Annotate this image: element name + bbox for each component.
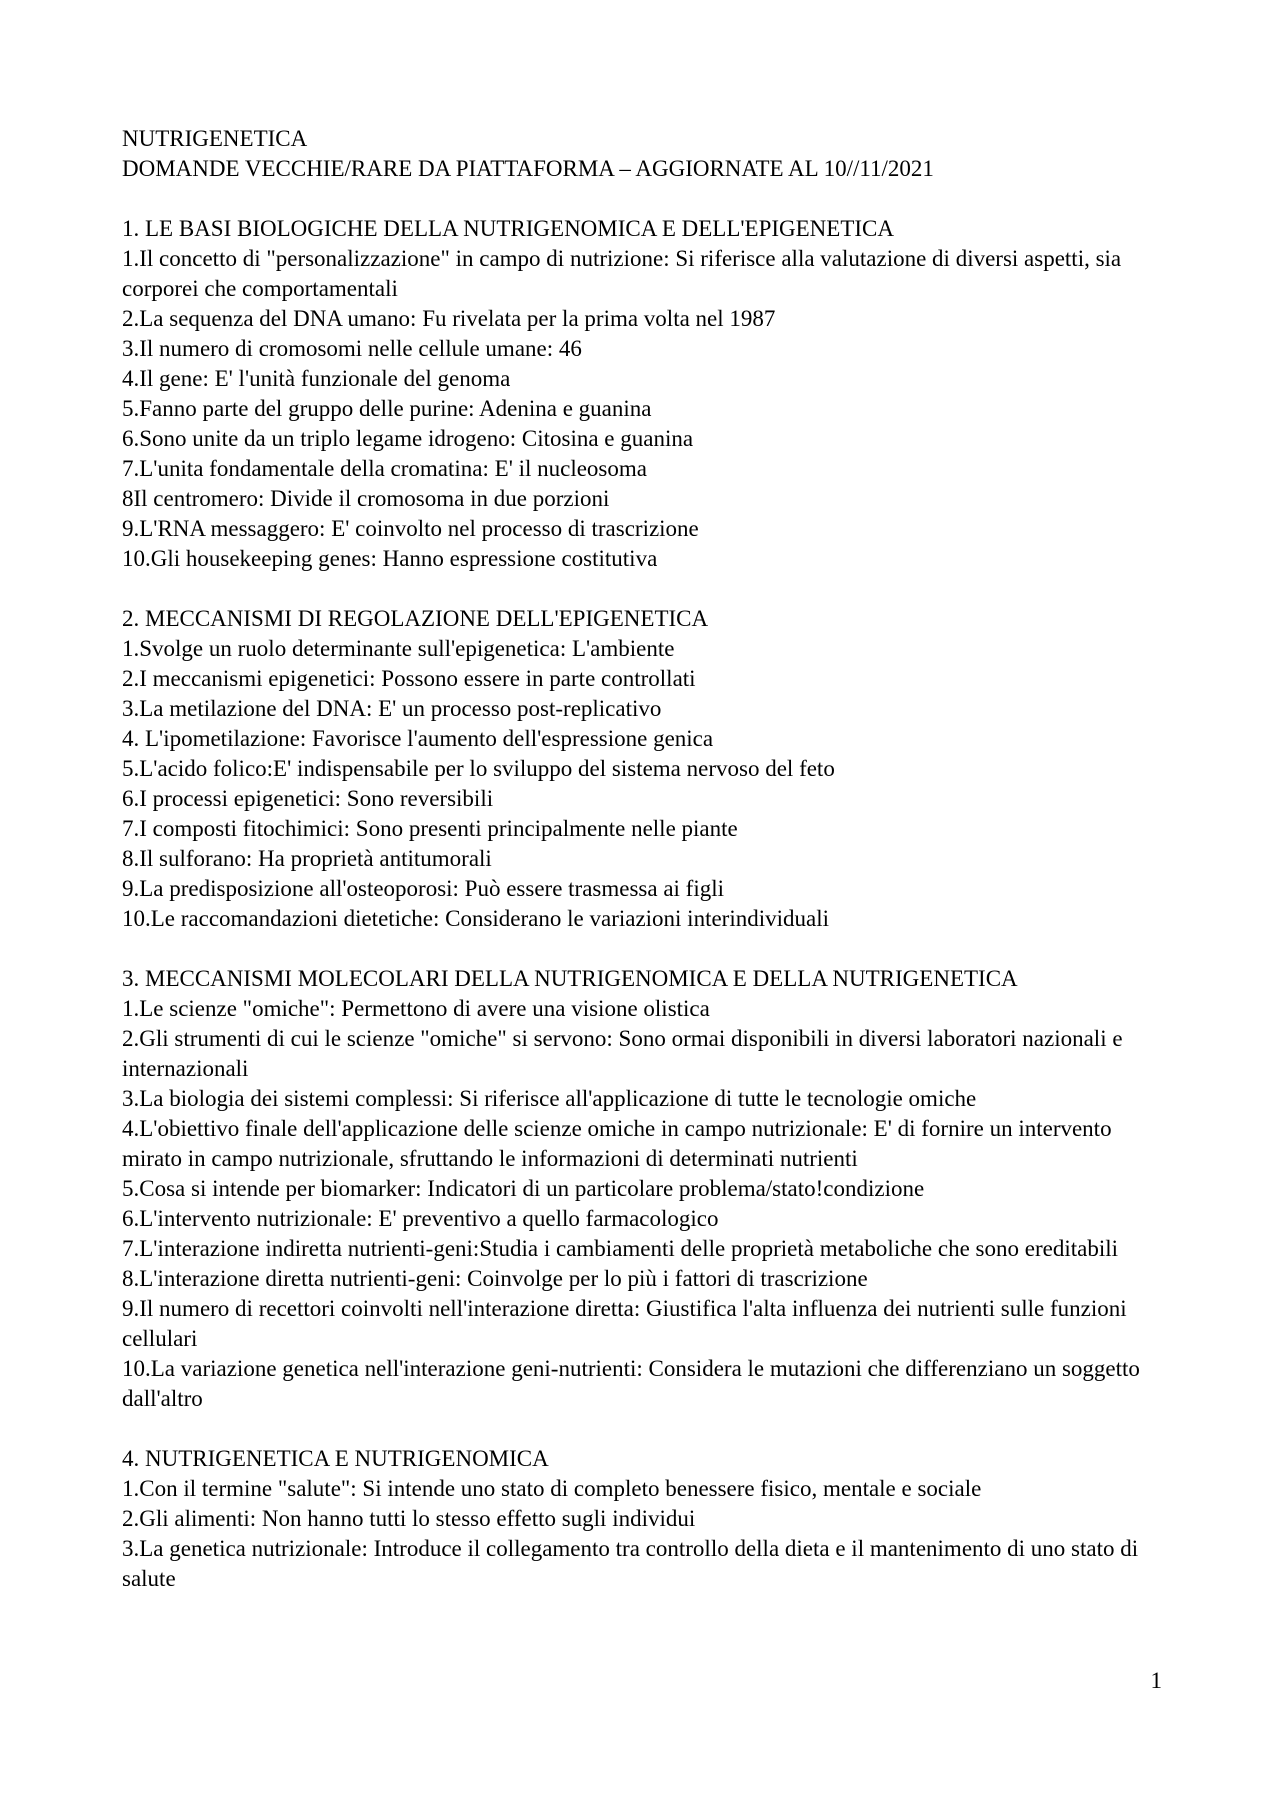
document-subtitle: DOMANDE VECCHIE/RARE DA PIATTAFORMA – AGGIORNATE AL 10//11/2021 (122, 156, 934, 181)
list-item: 1.Svolge un ruolo determinante sull'epigenetica: L'ambiente (122, 636, 675, 661)
list-item: 7.L'unita fondamentale della cromatina: E' il nucleosoma (122, 456, 647, 481)
list-item: 5.L'acido folico:E' indispensabile per lo sviluppo del sistema nervoso del feto (122, 756, 835, 781)
list-item: 2.Gli alimenti: Non hanno tutti lo stesso effetto sugli individui (122, 1506, 696, 1531)
list-item: 4. L'ipometilazione: Favorisce l'aumento dell'espressione genica (122, 726, 714, 751)
section-4 (122, 1444, 1172, 1594)
list-item: 3.La metilazione del DNA: E' un processo post-replicativo (122, 696, 662, 721)
list-item: 2.I meccanismi epigenetici: Possono essere in parte controllati (122, 666, 696, 691)
list-item: 1.Con il termine "salute": Si intende uno stato di completo benessere fisico, mentale e sociale (122, 1476, 982, 1501)
list-item: 8.L'interazione diretta nutrienti-geni: Coinvolge per lo più i fattori di trascrizione (122, 1266, 868, 1291)
list-item: 5.Fanno parte del gruppo delle purine: Adenina e guanina (122, 396, 652, 421)
section-heading: 2. MECCANISMI DI REGOLAZIONE DELL'EPIGENETICA (122, 606, 709, 631)
section-3 (122, 964, 1172, 1414)
list-item: 2.La sequenza del DNA umano: Fu rivelata per la prima volta nel 1987 (122, 306, 776, 331)
page-number: 1 (1150, 1668, 1162, 1693)
list-item: 9.La predisposizione all'osteoporosi: Può essere trasmessa ai figli (122, 876, 725, 901)
section-2 (122, 604, 1172, 934)
list-item: 6.Sono unite da un triplo legame idrogeno: Citosina e guanina (122, 426, 694, 451)
list-item: 6.I processi epigenetici: Sono reversibili (122, 786, 494, 811)
list-item: 6.L'intervento nutrizionale: E' preventivo a quello farmacologico (122, 1206, 719, 1231)
list-item: 10.Gli housekeeping genes: Hanno espressione costitutiva (122, 546, 658, 571)
list-item: 7.I composti fitochimici: Sono presenti principalmente nelle piante (122, 816, 738, 841)
list-item: 10.La variazione genetica nell'interazione geni-nutrienti: Considera le mutazioni che differenziano un soggetto dall'altro (122, 1356, 1140, 1411)
section-heading: 4. NUTRIGENETICA E NUTRIGENOMICA (122, 1446, 549, 1471)
list-item: 2.Gli strumenti di cui le scienze "omiche" si servono: Sono ormai disponibili in diversi laboratori nazionali e internazionali (122, 1026, 1123, 1081)
list-item: 5.Cosa si intende per biomarker: Indicatori di un particolare problema/stato!condizione (122, 1176, 925, 1201)
list-item: 7.L'interazione indiretta nutrienti-geni:Studia i cambiamenti delle proprietà metaboliche che sono ereditabili (122, 1236, 1118, 1261)
list-item: 4.Il gene: E' l'unità funzionale del genoma (122, 366, 511, 391)
list-item: 8Il centromero: Divide il cromosoma in due porzioni (122, 486, 610, 511)
document-title: NUTRIGENETICA (122, 126, 308, 151)
section-heading: 1. LE BASI BIOLOGICHE DELLA NUTRIGENOMICA E DELL'EPIGENETICA (122, 216, 895, 241)
section-1 (122, 214, 1172, 574)
list-item: 3.La genetica nutrizionale: Introduce il collegamento tra controllo della dieta e il mantenimento di uno stato di salute (122, 1536, 1139, 1591)
list-item: 8.Il sulforano: Ha proprietà antitumorali (122, 846, 492, 871)
list-item: 9.Il numero di recettori coinvolti nell'interazione diretta: Giustifica l'alta influenza dei nutrienti sulle funzioni cellulari (122, 1296, 1127, 1351)
list-item: 4.L'obiettivo finale dell'applicazione delle scienze omiche in campo nutrizionale: E' di fornire un intervento mirato in campo nutrizionale, sfruttando le informazioni di determinati nutrienti (122, 1116, 1112, 1171)
list-item: 3.Il numero di cromosomi nelle cellule umane: 46 (122, 336, 582, 361)
list-item: 9.L'RNA messaggero: E' coinvolto nel processo di trascrizione (122, 516, 699, 541)
list-item: 10.Le raccomandazioni dietetiche: Considerano le variazioni interindividuali (122, 906, 829, 931)
list-item: 1.Le scienze "omiche": Permettono di avere una visione olistica (122, 996, 710, 1021)
list-item: 1.Il concetto di "personalizzazione" in campo di nutrizione: Si riferisce alla valutazione di diversi aspetti, sia corporei che comportamentali (122, 246, 1122, 301)
document-page (122, 124, 1172, 1594)
section-heading: 3. MECCANISMI MOLECOLARI DELLA NUTRIGENOMICA E DELLA NUTRIGENETICA (122, 966, 1018, 991)
list-item: 3.La biologia dei sistemi complessi: Si riferisce all'applicazione di tutte le tecnologie omiche (122, 1086, 977, 1111)
